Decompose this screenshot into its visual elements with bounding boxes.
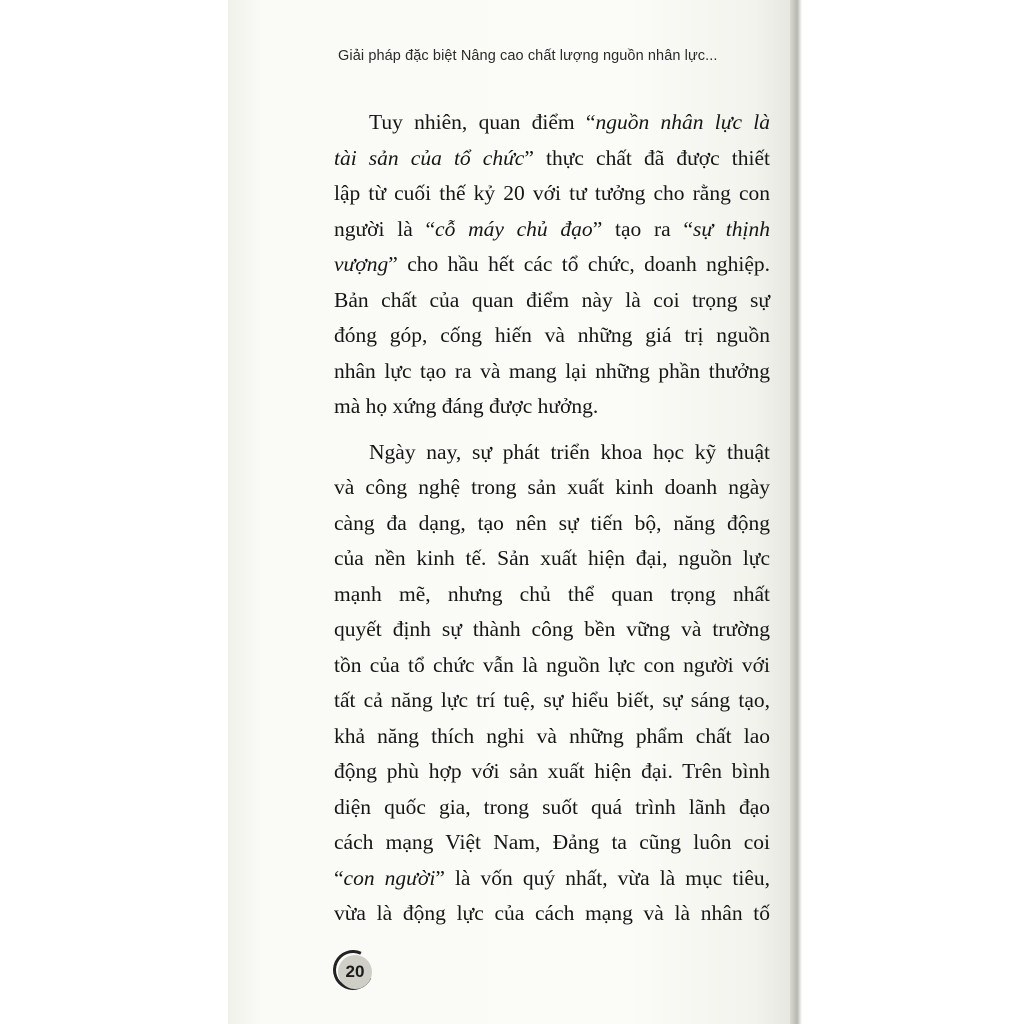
paragraph-1-line-1: Tuy nhiên, quan điểm “nguồn nhân lực là bbox=[369, 110, 770, 134]
page-edge-shadow bbox=[790, 0, 802, 1024]
paragraph-2-line-10: động phù hợp với sản xuất hiện đại. Trên bình bbox=[334, 759, 770, 783]
paragraph-2-line-13: “con người” là vốn quý nhất, vừa là mục tiêu, bbox=[334, 866, 770, 890]
page-number: 20 bbox=[345, 962, 365, 981]
paragraph-2-line-9: khả năng thích nghi và những phẩm chất lao bbox=[334, 724, 770, 748]
paragraph-2-line-11: diện quốc gia, trong suốt quá trình lãnh đạo bbox=[334, 795, 770, 819]
paragraph-1-line-3: lập từ cuối thế kỷ 20 với tư tưởng cho rằng con bbox=[334, 181, 770, 205]
paragraph-2-line-5: mạnh mẽ, nhưng chủ thể quan trọng nhất bbox=[334, 582, 770, 606]
paragraph-1-line-2: tài sản của tổ chức” thực chất đã được thiết bbox=[334, 146, 770, 170]
paragraph-2-line-14: vừa là động lực của cách mạng và là nhân tố bbox=[334, 901, 770, 925]
paragraph-1-line-9: mà họ xứng đáng được hưởng. bbox=[334, 394, 599, 418]
paragraph-2-line-4: của nền kinh tế. Sản xuất hiện đại, nguồn lực bbox=[334, 546, 770, 570]
paragraph-2-line-8: tất cả năng lực trí tuệ, sự hiểu biết, sự sáng tạo, bbox=[334, 688, 770, 712]
paragraph-2-line-6: quyết định sự thành công bền vững và trường bbox=[334, 617, 770, 641]
paragraph-2-line-2: và công nghệ trong sản xuất kinh doanh ngày bbox=[334, 475, 770, 499]
paragraph-2-line-1: Ngày nay, sự phát triển khoa học kỹ thuật bbox=[369, 440, 770, 464]
paragraph-1-line-5: vượng” cho hầu hết các tổ chức, doanh nghiệp. bbox=[334, 252, 770, 276]
paragraph-2-line-3: càng đa dạng, tạo nên sự tiến bộ, năng động bbox=[334, 511, 770, 535]
paragraph-1-line-4: người là “cỗ máy chủ đạo” tạo ra “sự thịnh bbox=[334, 217, 771, 241]
page-number-badge bbox=[333, 950, 377, 994]
paragraph-2-line-12: cách mạng Việt Nam, Đảng ta cũng luôn coi bbox=[334, 830, 770, 854]
running-header: Giải pháp đặc biệt Nâng cao chất lượng nguồn nhân lực... bbox=[338, 48, 718, 64]
paragraph-1-line-6: Bản chất của quan điểm này là coi trọng sự bbox=[334, 288, 770, 312]
paragraph-1-line-8: nhân lực tạo ra và mang lại những phần thưởng bbox=[334, 359, 770, 383]
paragraph-1-line-7: đóng góp, cống hiến và những giá trị nguồn bbox=[334, 323, 770, 347]
paragraph-2-line-7: tồn của tổ chức vẫn là nguồn lực con người với bbox=[334, 653, 770, 677]
